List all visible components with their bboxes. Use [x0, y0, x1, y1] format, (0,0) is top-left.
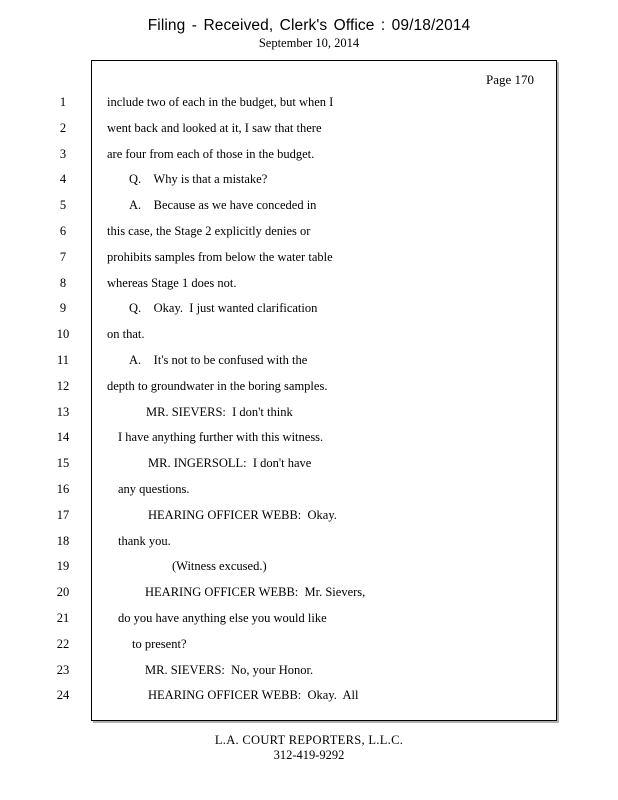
transcript-line-text: HEARING OFFICER WEBB: Okay. All — [148, 688, 359, 702]
transcript-line-text: HEARING OFFICER WEBB: Mr. Sievers, — [145, 585, 366, 599]
transcript-line-text: thank you. — [118, 534, 171, 548]
transcript-line-text: A. It's not to be confused with the — [129, 353, 308, 367]
line-number: 24 — [56, 688, 70, 702]
transcript-line-text: MR. SIEVERS: I don't think — [146, 405, 293, 419]
line-number: 17 — [56, 508, 70, 522]
page-number: Page 170 — [485, 72, 534, 87]
reporter-company: L.A. COURT REPORTERS, L.L.C. — [214, 733, 404, 747]
transcript-line-text: whereas Stage 1 does not. — [107, 276, 237, 290]
line-number: 10 — [56, 327, 70, 341]
line-number: 21 — [56, 611, 70, 625]
line-number: 22 — [56, 637, 70, 651]
transcript-line-text: (Witness excused.) — [172, 559, 267, 573]
line-number: 3 — [59, 147, 67, 161]
line-number: 5 — [59, 198, 67, 212]
transcript-line-text: this case, the Stage 2 explicitly denies or — [107, 224, 311, 238]
transcript-line-text: MR. SIEVERS: No, your Honor. — [145, 663, 314, 677]
transcript-line-text: include two of each in the budget, but when I — [107, 95, 334, 109]
transcript-line-text: do you have anything else you would like — [118, 611, 327, 625]
transcript-line-text: depth to groundwater in the boring samples. — [107, 379, 328, 393]
line-number: 1 — [59, 95, 67, 109]
transcript-line-text: MR. INGERSOLL: I don't have — [148, 456, 312, 470]
line-number: 9 — [59, 301, 67, 315]
line-number: 2 — [59, 121, 67, 135]
line-number: 13 — [56, 405, 70, 419]
line-number: 23 — [56, 663, 70, 677]
line-number: 11 — [56, 353, 70, 367]
line-number: 4 — [59, 172, 67, 186]
line-number: 18 — [56, 534, 70, 548]
line-number: 16 — [56, 482, 70, 496]
transcript-line-text: prohibits samples from below the water table — [107, 250, 333, 264]
reporter-phone: 312-419-9292 — [273, 748, 345, 762]
transcript-line-text: Q. Why is that a mistake? — [129, 172, 268, 186]
line-number: 15 — [56, 456, 70, 470]
line-number: 19 — [56, 559, 70, 573]
hearing-date: September 10, 2014 — [258, 36, 360, 50]
transcript-line-text: on that. — [107, 327, 145, 341]
transcript-line-text: any questions. — [118, 482, 190, 496]
transcript-line-text: I have anything further with this witness. — [118, 430, 324, 444]
line-number: 20 — [56, 585, 70, 599]
transcript-line-text: went back and looked at it, I saw that there — [107, 121, 322, 135]
line-number: 12 — [56, 379, 70, 393]
line-number: 6 — [59, 224, 67, 238]
line-number: 14 — [56, 430, 70, 444]
filing-stamp: Filing - Received, Clerk's Office : 09/18/2014 — [147, 17, 471, 34]
transcript-line-text: to present? — [132, 637, 187, 651]
line-number: 7 — [59, 250, 67, 264]
line-number: 8 — [59, 276, 67, 290]
transcript-line-text: A. Because as we have conceded in — [129, 198, 317, 212]
transcript-line-text: HEARING OFFICER WEBB: Okay. — [148, 508, 337, 522]
transcript-line-text: are four from each of those in the budget. — [107, 147, 315, 161]
transcript-line-text: Q. Okay. I just wanted clarification — [129, 301, 318, 315]
